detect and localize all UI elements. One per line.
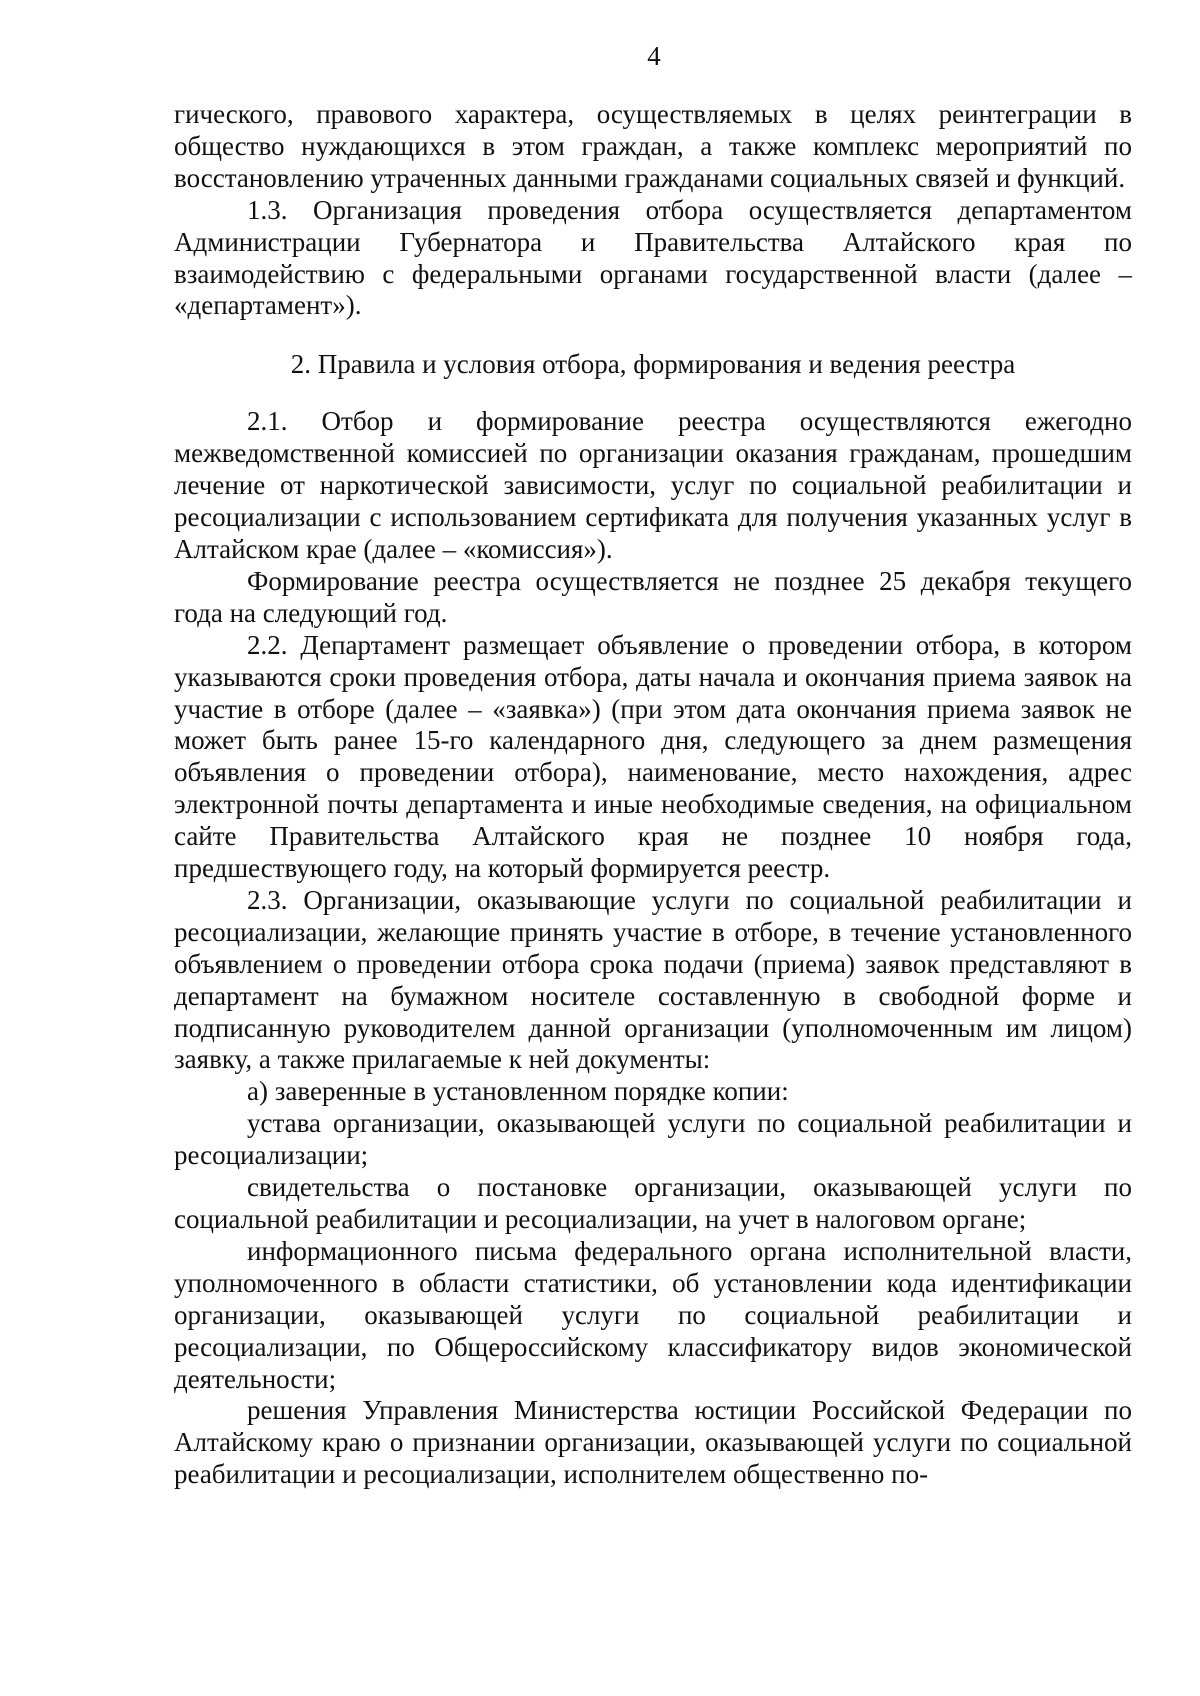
list-item-charter: устава организации, оказывающей услуги по социальной реабилитации и ресоциализации; — [174, 1108, 1132, 1171]
document-body — [174, 99, 1132, 1491]
list-item-tax-certificate: свидетельства о постановке организации, оказывающей услуги по социальной реабилитации и ресоциализации, на учет в налоговом органе; — [174, 1172, 1132, 1234]
paragraph-1-3: 1.3. Организация проведения отбора осуществляется департаментом Администрации Губернатора и Правительства Алтайского края по взаимодействию с федеральными органами государственной власти (далее – «департамент»). — [174, 194, 1132, 321]
list-item-justice-decision: решения Управления Министерства юстиции Российской Федерации по Алтайскому краю о признании организации, оказывающей услуги по социальной реабилитации и ресоциализации, исполнителем общественно по- — [174, 1395, 1132, 1490]
paragraph-2-2: 2.2. Департамент размещает объявление о проведении отбора, в котором указываются сроки проведения отбора, даты начала и окончания приема заявок на участие в отборе (далее – «заявка») (при этом дата окончания приема заявок не может быть ранее 15-го календарного дня, следующего за днем размещения объявления о проведении отбора), наименование, место нахождения, адрес электронной почты департамента и иные необходимые сведения, на официальном сайте Правительства Алтайского края не позднее 10 ноября года, предшествующего году, на который формируется реестр. — [174, 629, 1132, 884]
paragraph-registry-deadline: Формирование реестра осуществляется не позднее 25 декабря текущего года на следующий год. — [174, 565, 1132, 628]
section-heading: 2. Правила и условия отбора, формирования и ведения реестра — [290, 349, 1016, 380]
paragraph-2-3: 2.3. Организации, оказывающие услуги по социальной реабилитации и ресоциализации, желающие принять участие в отборе, в течение установленного объявлением о проведении отбора срока подачи (приема) заявок представляют в департамент на бумажном носителе составленную в свободной форме и подписанную руководителем данной организации (уполномоченным им лицом) заявку, а также прилагаемые к ней документы: — [174, 884, 1132, 1075]
page-number: 4 — [647, 41, 661, 71]
list-item-a: а) заверенные в установленном порядке копии: — [247, 1076, 789, 1107]
paragraph-2-1: 2.1. Отбор и формирование реестра осуществляются ежегодно межведомственной комиссией по организации оказания гражданам, прошедшим лечение от наркотической зависимости, услуг по социальной реабилитации и ресоциализации с использованием сертификата для получения указанных услуг в Алтайском крае (далее – «комиссия»). — [174, 406, 1132, 564]
paragraph-continuation: гического, правового характера, осуществляемых в целях реинтеграции в общество нуждающихся в этом граждан, а также комплекс мероприятий по восстановлению утраченных данными гражданами социальных связей и функций. — [174, 99, 1132, 193]
list-item-statistics-letter: информационного письма федерального органа исполнительной власти, уполномоченного в области статистики, об установлении кода идентификации организации, оказывающей услуги по социальной реабилитации и ресоциализации, по Общероссийскому классификатору видов экономической деятельности; — [174, 1235, 1132, 1394]
